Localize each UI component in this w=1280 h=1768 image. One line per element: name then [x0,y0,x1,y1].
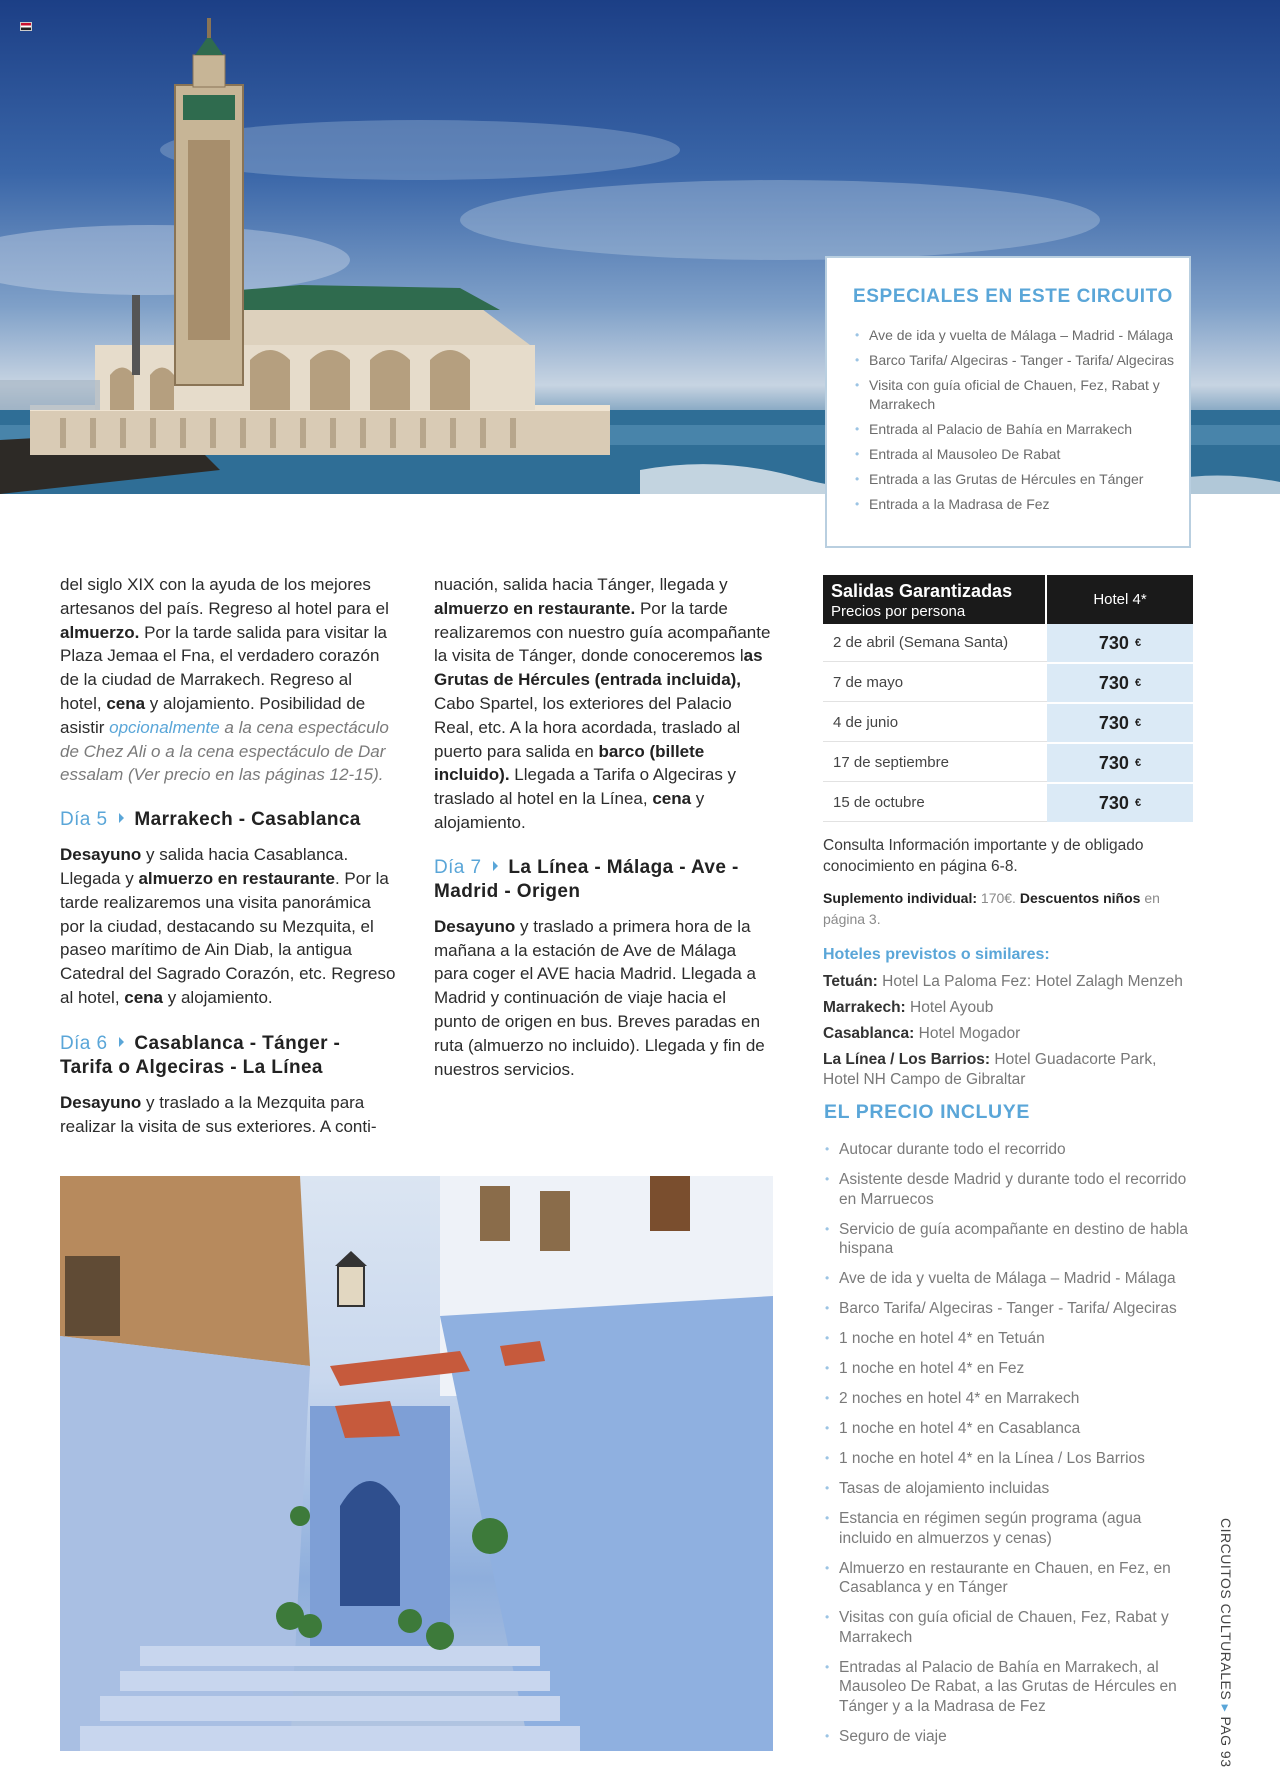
list-item: • Servicio de guía acompañante en destino de habla hispana [823,1220,1195,1259]
list-item: • Estancia en régimen según programa (agua incluido en almuerzos y cenas) [823,1509,1195,1548]
price-value: 730 [1098,712,1129,733]
hotel-name: Hotel La Paloma Fez: Hotel Zalagh Menzeh [877,973,1183,990]
list-item: • Entrada al Mausoleo De Rabat [853,445,1175,464]
text-bold: as Grutas de Hércules (entrada incluida), [434,646,763,690]
text-italic: a la cena espectáculo de Chez Ali o a la cena espectáculo de Dar essalam (Ver precio en las páginas 12-15). [60,717,389,785]
text: y alojamiento. [163,987,273,1007]
price-cell [1047,744,1193,782]
list-item: • Entrada a la Madrasa de Fez [853,495,1175,514]
section-page-label [1217,1518,1234,1768]
day-number: Día 7 [434,856,482,878]
list-item: • Entrada a las Grutas de Hércules en Tánger [853,470,1175,489]
text-bold: cena [124,987,164,1007]
info-block [823,835,1195,1096]
price-table [823,575,1193,824]
hotel-item [823,1024,1195,1044]
hotel-name: Hotel Ayoub [905,999,994,1016]
arrow-right-icon [119,1037,124,1047]
departure-date: 15 de octubre [823,784,1047,822]
currency: € [1134,757,1142,769]
supplement-line [823,888,1195,930]
specials-box [825,256,1191,548]
text-bold: cena [652,789,692,809]
text: Llegada a Tarifa o Algeciras y traslado al hotel en la Línea, [434,765,737,809]
text-bold: Desayuno [434,916,516,936]
section-label: CIRCUITOS CULTURALES [1218,1518,1234,1701]
list-item: • Entradas al Palacio de Bahía en Marrakech, al Mausoleo De Rabat, a las Grutas de Hércules en Tánger y a la Madrasa de Fez [823,1658,1195,1717]
arrow-right-icon [493,861,498,871]
day5-heading [60,808,397,832]
day6-heading [60,1032,397,1080]
list-item: • Visita con guía oficial de Chauen, Fez, Rabat y Marrakech [853,376,1175,414]
text: y traslado a la Mezquita para realizar la visita de sus exteriores. A conti- [60,1092,377,1136]
text: y traslado a primera hora de la mañana a la estación de Ave de Málaga para coger el AVE hacia Madrid. Llegada a Madrid y continuación de viaje hacia el punto de origen en bus. Breves paradas en ruta (almuerzo no incluido). Llegada y fin de nuestros servicios. [434,916,765,1079]
side-page-label [1214,1518,1238,1768]
currency: € [1134,797,1142,809]
list-item: • Almuerzo en restaurante en Chauen, en Fez, en Casablanca y en Tánger [823,1559,1195,1598]
text-bold: Desayuno [60,1092,142,1112]
text: y alojamiento. Posibilidad de asistir [60,693,366,737]
departure-date: 4 de junio [823,704,1047,742]
currency: € [1134,637,1142,649]
text-bold: cena [106,693,146,713]
includes-list [823,1140,1195,1757]
list-item: • 1 noche en hotel 4* en Tetuán [823,1329,1195,1349]
hotel-city: Tetuán: [823,973,878,990]
day6-paragraph [60,1091,397,1139]
table-row [823,624,1193,664]
text-bold: almuerzo en restaurante [138,868,335,888]
day-number: Día 5 [60,809,108,831]
price-value: 730 [1098,632,1129,653]
day7-heading [434,856,772,904]
text: en página 3. [823,890,1160,927]
table-row [823,704,1193,744]
list-item: • 2 noches en hotel 4* en Marrakech [823,1389,1195,1409]
hotel-city: La Línea / Los Barrios: [823,1051,991,1068]
list-item: • 1 noche en hotel 4* en Fez [823,1359,1195,1379]
list-item: • Ave de ida y vuelta de Málaga – Madrid - Málaga [823,1269,1195,1289]
hotel-item [823,998,1195,1018]
list-item: • Autocar durante todo el recorrido [823,1140,1195,1160]
page-number: PAG 93 [1218,1716,1234,1768]
day-title: La Línea - Málaga - Ave - Madrid - Origen [434,856,739,902]
text: y salida hacia Casablanca. Llegada y [60,845,349,888]
list-item: • 1 noche en hotel 4* en la Línea / Los Barrios [823,1449,1195,1469]
text-bold: Desayuno [60,845,142,865]
day-title: Marrakech - Casablanca [134,809,361,831]
price-table-title: Salidas Garantizadas [831,581,1013,601]
table-row [823,784,1193,824]
day7-paragraph [434,915,772,1082]
text-bold: almuerzo. [60,622,140,642]
text-bold: Descuentos niños [1019,890,1141,906]
hotel-item [823,1050,1195,1090]
text-bold: Suplemento individual: [823,890,978,906]
list-item: • Entrada al Palacio de Bahía en Marrakech [853,420,1175,439]
departure-date: 7 de mayo [823,664,1047,702]
currency: € [1134,717,1142,729]
currency: € [1134,677,1142,689]
list-item: • 1 noche en hotel 4* en Casablanca [823,1419,1195,1439]
price-value: 730 [1098,792,1129,813]
price-value: 730 [1098,672,1129,693]
hotel-item [823,972,1195,992]
chevron-right-icon: ▸ [1218,1704,1234,1713]
itinerary-column-2 [434,573,772,1081]
text: 170€. [977,890,1020,906]
price-value: 730 [1098,752,1129,773]
text: nuación, salida hacia Tánger, llegada y [434,575,728,594]
price-table-subtitle: Precios por persona [831,603,966,620]
day-title: Casablanca - Tánger - Tarifa o Algeciras - La Línea [60,1032,341,1078]
day4-paragraph [60,573,397,787]
itinerary-column-1 [60,573,397,1138]
text-bold: almuerzo en restaurante. [434,598,636,618]
photo-chefchaouen-street [60,1176,773,1751]
list-item: • Ave de ida y vuelta de Málaga – Madrid - Málaga [853,326,1175,345]
day6-continued-paragraph [434,573,772,835]
departure-date: 2 de abril (Semana Santa) [823,624,1047,662]
price-cell [1047,784,1193,822]
optional-link: opcionalmente [109,717,220,737]
text: . Por la tarde realizaremos una visita panorámica por la ciudad, destacando su Mezquita, el paseo marítimo de Ain Diab, la antigua Catedral del Sagrado Corazón, etc. Regreso al hotel, [60,868,396,1007]
day5-paragraph [60,843,397,1010]
specials-list [853,326,1175,520]
list-item: • Barco Tarifa/ Algeciras - Tanger - Tarifa/ Algeciras [823,1299,1195,1319]
hotel-city: Casablanca: [823,1025,915,1042]
list-item: • Visitas con guía oficial de Chauen, Fez, Rabat y Marrakech [823,1608,1195,1647]
blue-town-illustration [60,1176,773,1751]
text: Por la tarde realizaremos con nuestro guía acompañante la visita de Tánger, donde conoceremos l [434,598,771,666]
price-table-header [823,575,1193,624]
departure-date: 17 de septiembre [823,744,1047,782]
price-cell [1047,664,1193,702]
table-row [823,744,1193,784]
text: del siglo XIX con la ayuda de los mejores artesanos del país. Regreso al hotel para el [60,575,389,618]
price-column-header: Hotel 4* [1093,591,1147,608]
specials-title: ESPECIALES EN ESTE CIRCUITO [853,286,1173,307]
consult-note: Consulta Información importante y de obligado conocimiento en página 6-8. [823,837,1144,875]
hotel-city: Marrakech: [823,999,906,1016]
text: Cabo Spartel, los exteriores del Palacio Real, etc. A la hora acordada, traslado al puerto para salida en [434,693,741,761]
list-item: • Seguro de viaje [823,1727,1195,1747]
hotel-name: Hotel Mogador [914,1025,1021,1042]
includes-title: EL PRECIO INCLUYE [824,1101,1030,1123]
hotel-name: Hotel Guadacorte Park, Hotel NH Campo de Gibraltar [823,1051,1157,1088]
hotels-title: Hoteles previstos o similares: [823,946,1050,963]
header-title-cell [823,575,1047,624]
text: Por la tarde salida para visitar la Plaza Jemaa el Fna, el verdadero corazón de la ciudad de Marrakech. Regreso al hotel, [60,622,387,713]
list-item: • Tasas de alojamiento incluidas [823,1479,1195,1499]
price-cell [1047,624,1193,662]
table-row [823,664,1193,704]
flag-icon [20,22,32,31]
price-cell [1047,704,1193,742]
list-item: • Barco Tarifa/ Algeciras - Tanger - Tarifa/ Algeciras [853,351,1175,370]
text: y alojamiento. [434,789,705,832]
list-item: • Asistente desde Madrid y durante todo el recorrido en Marruecos [823,1170,1195,1209]
arrow-right-icon [119,813,124,823]
day-number: Día 6 [60,1032,108,1054]
text-bold: barco (billete incluido). [434,741,705,785]
